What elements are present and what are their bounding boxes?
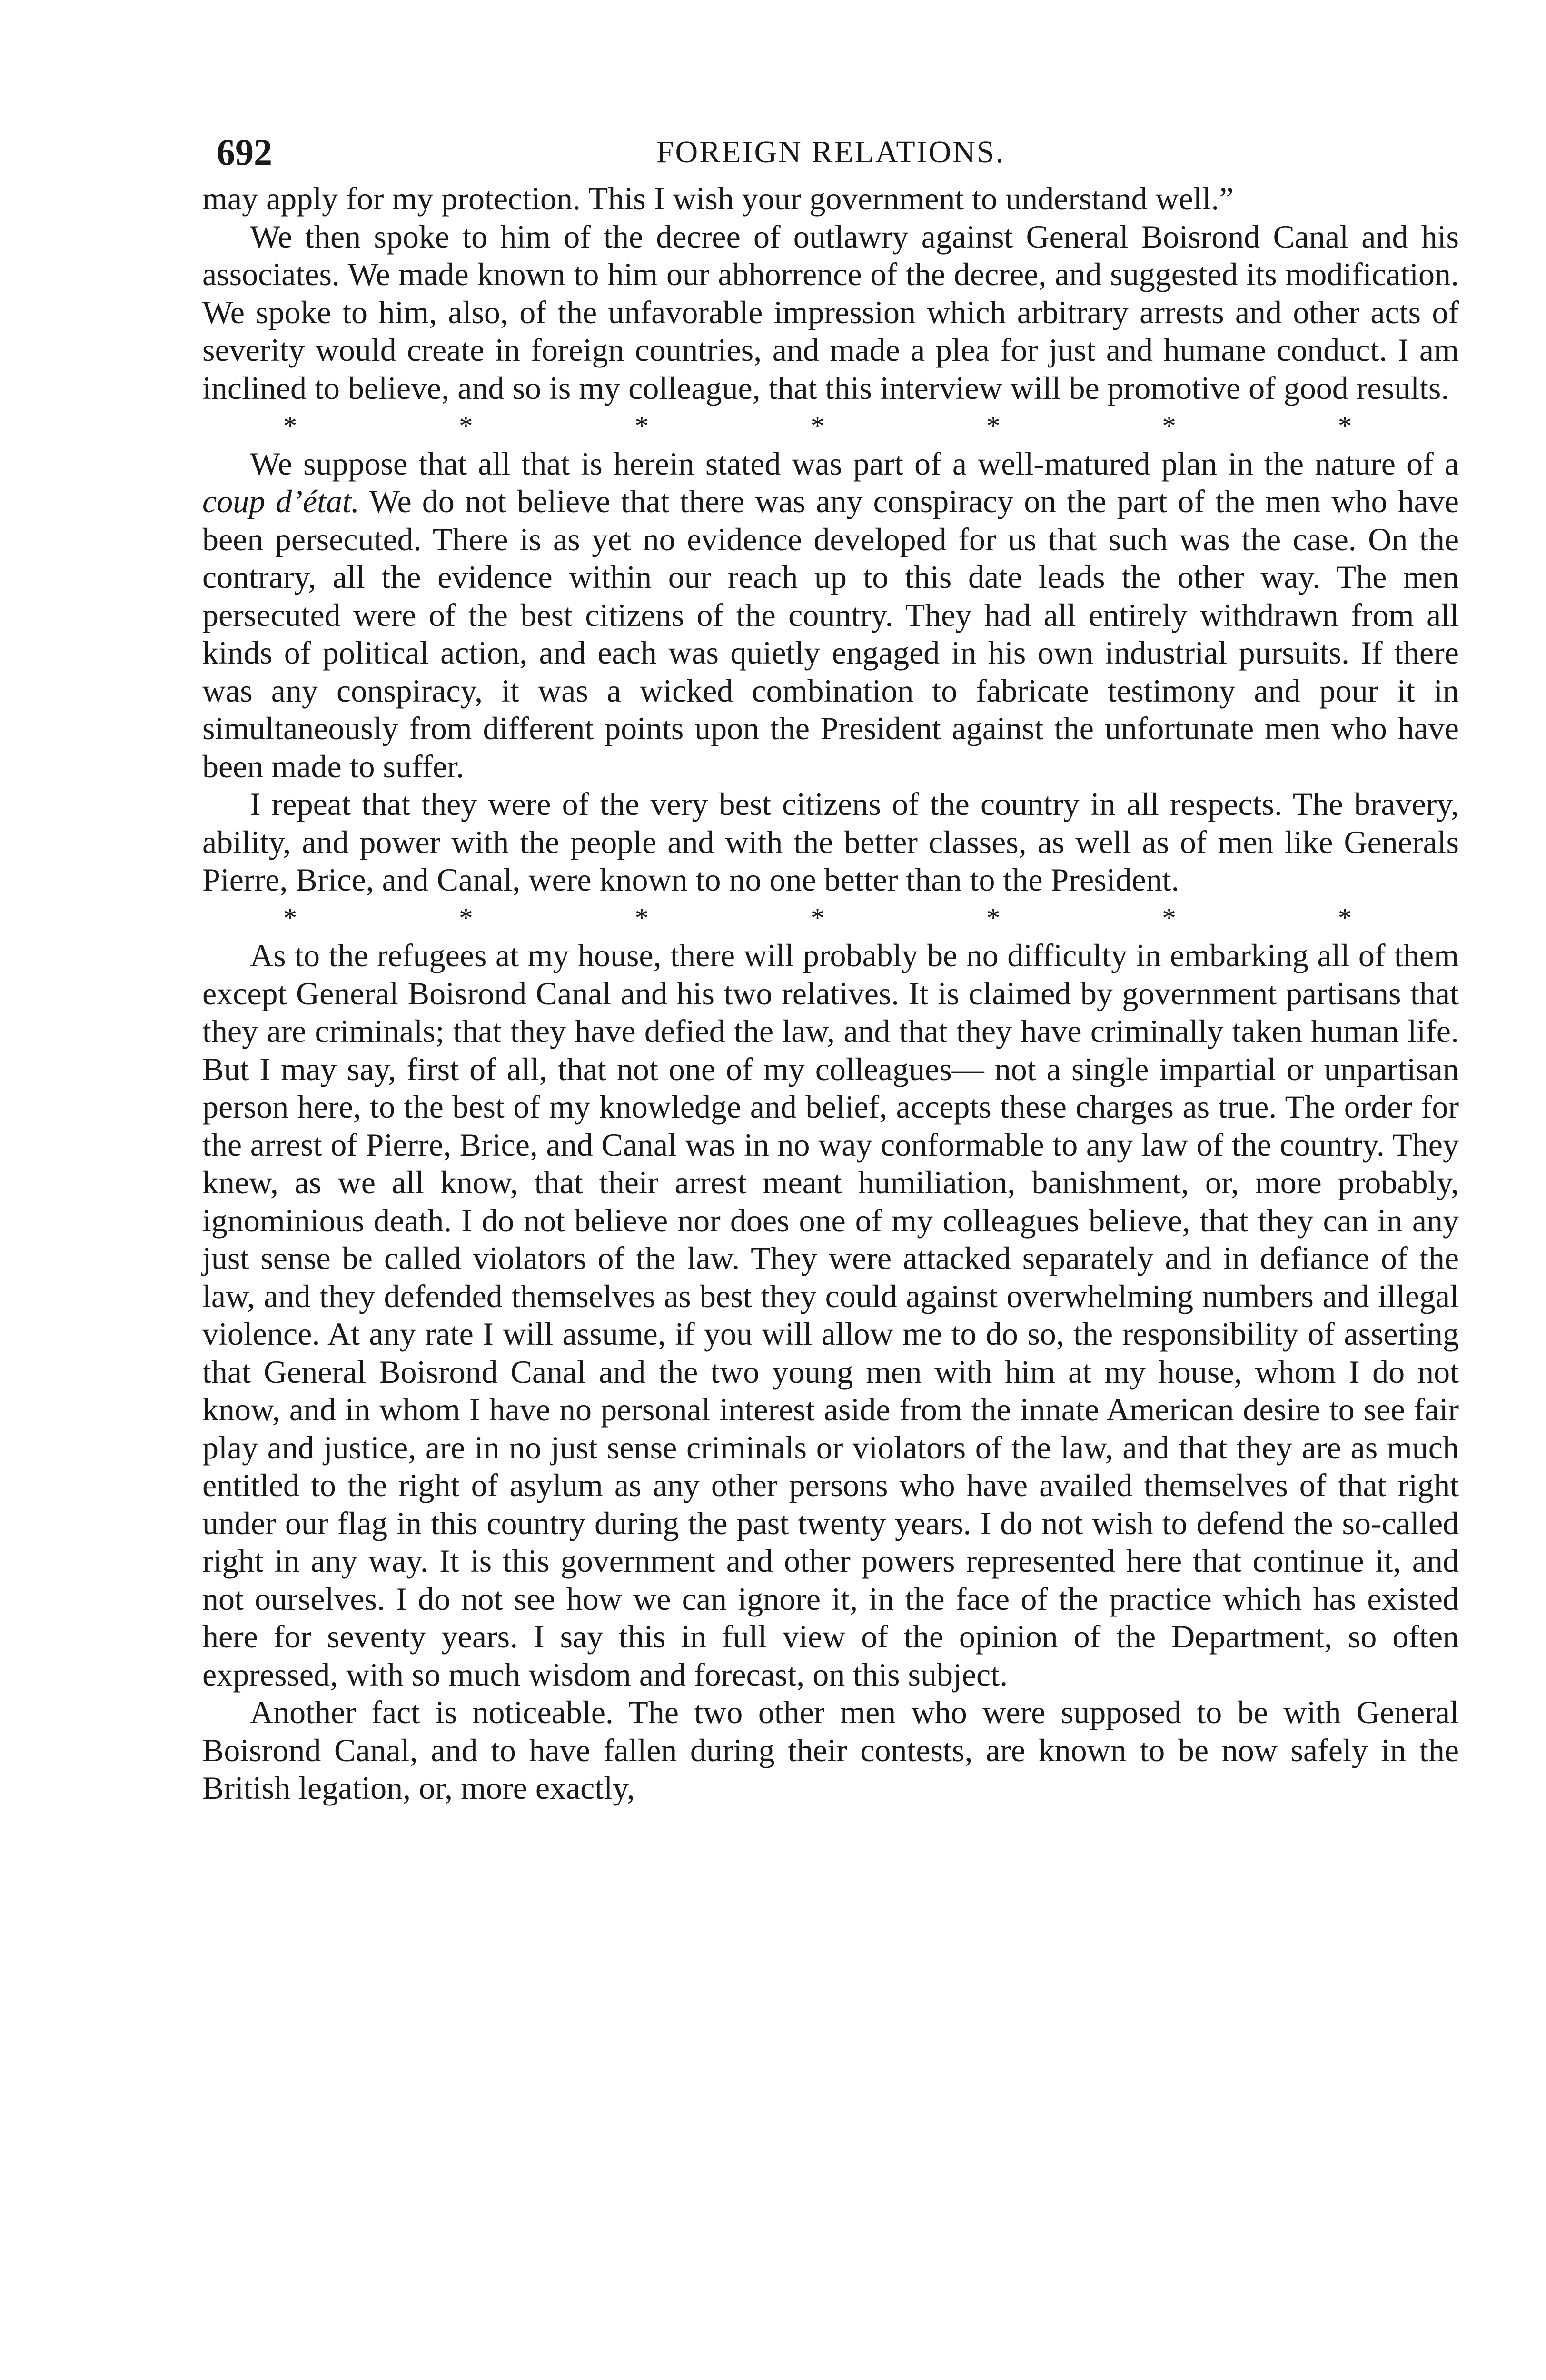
asterisk: * — [283, 902, 297, 933]
paragraph-3-start: We suppose that all that is herein stated was part of a well-matured plan in the nature of a — [250, 445, 1459, 482]
asterisk: * — [459, 902, 473, 933]
paragraph-3 — [202, 445, 1459, 786]
italic-phrase: coup d’état. — [202, 483, 359, 519]
running-head — [202, 129, 1459, 176]
paragraph-5: As to the refugees at my house, there will probably be no difficulty in embarking all of them except General Boisrond Canal and his two relatives. It is claimed by government partisans that they are criminals; that they have defied the law, and that they have criminally taken human life. But I may say, first of all, that not one of my colleagues— not a single impartial or unpartisan person here, to the best of my knowledge and belief, accepts these charges as true. The order for the arrest of Pierre, Brice, and Canal was in no way conformable to any law of the country. They knew, as we all know, that their arrest meant humiliation, banishment, or, more probably, ignominious death. I do not believe nor does one of my colleagues believe, that they can in any just sense be called violators of the law. They were attacked separately and in defiance of the law, and they defended themselves as best they could against overwhelming numbers and illegal violence. At any rate I will assume, if you will allow me to do so, the responsibility of asserting that General Boisrond Canal and the two young men with him at my house, whom I do not know, and in whom I have no personal interest aside from the innate American desire to see fair play and justice, are in no just sense criminals or violators of the law, and that they are as much entitled to the right of asylum as any other persons who have availed themselves of that right under our flag in this country during the past twenty years. I do not wish to defend the so-called right in any way. It is this government and other powers represented here that continue it, and not ourselves. I do not see how we can ignore it, in the face of the practice which has existed here for seventy years. I say this in full view of the opinion of the Department, so often expressed, with so much wisdom and forecast, on this subject. — [202, 937, 1459, 1693]
asterisk: * — [986, 410, 1001, 441]
paragraph-2: We then spoke to him of the decree of outlawry against General Boisrond Canal and his associates. We made known to him our abhorrence of the decree, and suggested its modification. We spoke to him, also, of the unfavorable impression which arbitrary arrests and other acts of severity would create in foreign countries, and made a plea for just and humane conduct. I am inclined to believe, and so is my colleague, that this interview will be promotive of good results. — [202, 218, 1459, 406]
body-text — [202, 180, 1459, 1807]
page-number: 692 — [217, 131, 272, 173]
paragraph-3-end: We do not believe that there was any conspiracy on the part of the men who have been persecuted. There is as yet no evidence developed for us that such was the case. On the contrary, all the evidence within our reach up to this date leads the other way. The men persecuted were of the best citizens of the country. They had all entirely withdrawn from all kinds of political action, and each was quietly engaged in his own industrial pursuits. If there was any conspiracy, it was a wicked combination to fabricate testimony and pour it in simultaneously from different points upon the President against the unfortunate men who have been made to suffer. — [202, 483, 1459, 784]
paragraph-4: I repeat that they were of the very best citizens of the country in all respects. The bravery, ability, and power with the people and with the better classes, as well as of men like Generals Pierre, Brice, and Canal, were known to no one better than to the President. — [202, 786, 1459, 898]
asterisk: * — [1338, 410, 1352, 441]
asterisk: * — [634, 902, 649, 933]
asterisk: * — [1338, 902, 1352, 933]
asterisk: * — [810, 902, 824, 933]
asterisk-separator-2 — [202, 899, 1459, 937]
asterisk-separator-1 — [202, 407, 1459, 445]
document-page — [202, 129, 1459, 1807]
paragraph-1: may apply for my protection. This I wish your government to understand well.” — [202, 180, 1234, 217]
asterisk: * — [1162, 410, 1176, 441]
asterisk: * — [634, 410, 649, 441]
asterisk: * — [986, 902, 1001, 933]
asterisk: * — [1162, 902, 1176, 933]
asterisk: * — [459, 410, 473, 441]
paragraph-6: Another fact is noticeable. The two other men who were supposed to be with General Boisrond Canal, and to have fallen during their contests, are known to be now safely in the British legation, or, more exactly, — [202, 1694, 1459, 1806]
asterisk: * — [283, 410, 297, 441]
asterisk: * — [810, 410, 824, 441]
header-title: FOREIGN RELATIONS. — [656, 135, 1005, 169]
